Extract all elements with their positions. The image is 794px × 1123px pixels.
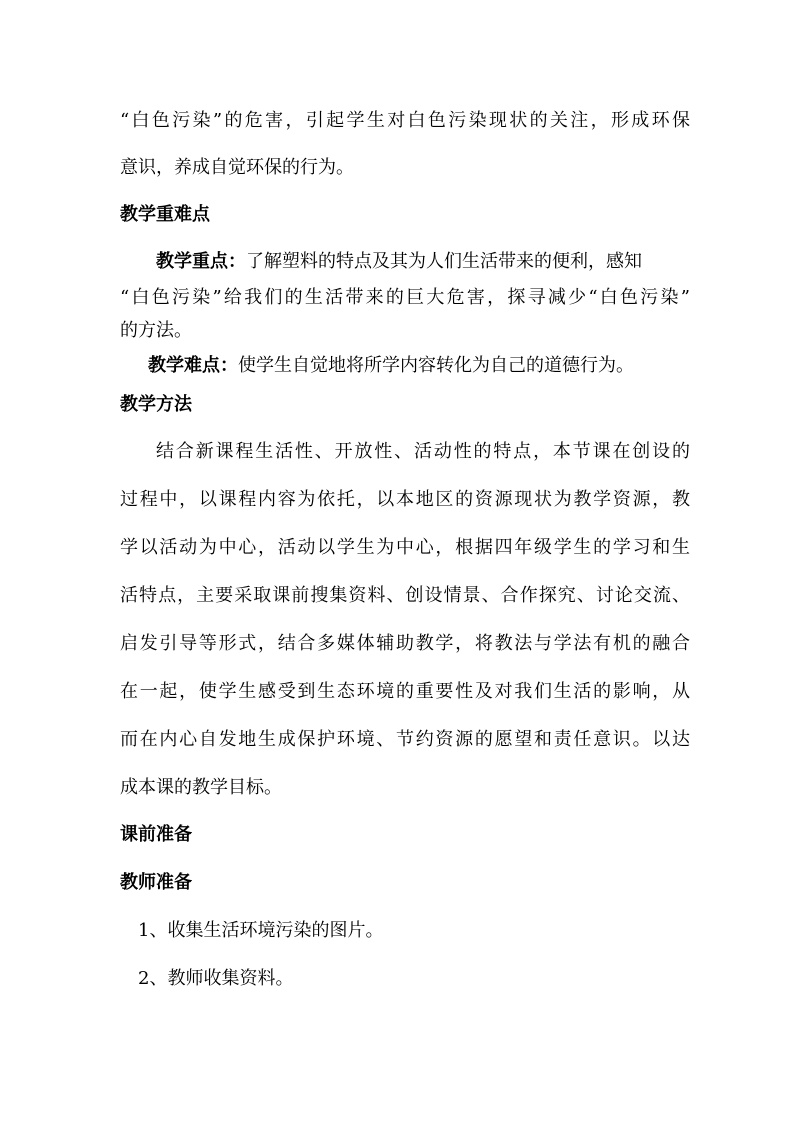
- difficult-point-label: 教学难点：: [148, 355, 238, 376]
- section-heading-method: 教学方法: [120, 394, 192, 415]
- method-line: 在一起，使学生感受到生态环境的重要性及对我们生活的影响，从: [120, 681, 690, 702]
- method-line: 过程中，以课程内容为依托，以本地区的资源现状为教学资源，教: [120, 489, 690, 510]
- key-point-label: 教学重点：: [156, 251, 246, 272]
- section-heading-teacher-prep: 教师准备: [120, 872, 192, 893]
- method-line: 结合新课程生活性、开放性、活动性的特点，本节课在创设的: [156, 441, 690, 462]
- key-point-text: 了解塑料的特点及其为人们生活带来的便利，感知: [246, 251, 642, 272]
- goal-text-line: 意识，养成自觉环保的行为。: [120, 157, 354, 178]
- teacher-prep-item: 2、教师收集资料。: [138, 968, 294, 989]
- method-line: 而在内心自发地生成保护环境、节约资源的愿望和责任意识。以达: [120, 729, 690, 750]
- method-line: 成本课的教学目标。: [120, 777, 282, 798]
- difficult-point-text: 使学生自觉地将所学内容转化为自己的道德行为。: [238, 355, 634, 376]
- key-point-line: [156, 251, 690, 273]
- method-line: 活特点，主要采取课前搜集资料、创设情景、合作探究、讨论交流、: [120, 585, 690, 606]
- key-point-line: “白色污染”给我们的生活带来的巨大危害，探寻减少“白色污染”: [120, 287, 690, 308]
- goal-text-line: “白色污染”的危害，引起学生对白色污染现状的关注，形成环保: [120, 110, 690, 131]
- difficult-point-line: [148, 355, 690, 377]
- method-line: 学以活动为中心，活动以学生为中心，根据四年级学生的学习和生: [120, 537, 690, 558]
- section-heading-difficulty: 教学重难点: [120, 204, 210, 225]
- method-line: 启发引导等形式，结合多媒体辅助教学，将教法与学法有机的融合: [120, 633, 690, 654]
- section-heading-prep: 课前准备: [120, 824, 192, 845]
- key-point-line: 的方法。: [120, 320, 192, 341]
- teacher-prep-item: 1、收集生活环境污染的图片。: [138, 920, 384, 941]
